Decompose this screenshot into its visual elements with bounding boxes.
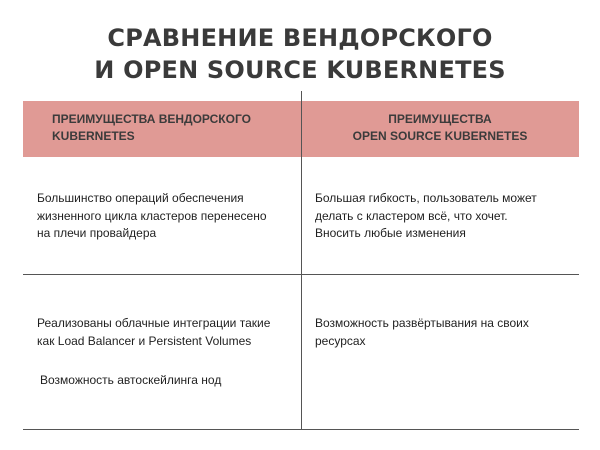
cell-text-line: делать с кластером всё, что хочет. — [315, 208, 508, 223]
page-title-line-2: И OPEN SOURCE KUBERNETES — [94, 56, 506, 84]
page-title-line-1: СРАВНЕНИЕ ВЕНДОРСКОГО — [107, 24, 493, 52]
row-2-vendor-cell — [37, 315, 297, 350]
header-vendor-line-1: ПРЕИМУЩЕСТВА ВЕНДОРСКОГО — [52, 112, 251, 126]
row-2-open-source-cell — [315, 315, 575, 350]
row-1-vendor-cell — [37, 190, 292, 243]
header-vendor-advantages — [52, 111, 292, 145]
table-bottom-rule — [23, 429, 579, 430]
cell-text-line: на плечи провайдера — [37, 226, 157, 240]
cell-text-line: Реализованы облачные интеграции такие — [37, 316, 271, 330]
header-vendor-line-2: KUBERNETES — [52, 129, 135, 143]
header-open-source-advantages — [302, 111, 578, 145]
row-2-vendor-extra-cell — [40, 372, 290, 390]
page-title — [0, 22, 600, 86]
header-open-source-line-1: ПРЕИМУЩЕСТВА — [388, 112, 492, 126]
cell-text-line: Большая гибкость, пользователь может — [315, 191, 537, 205]
cell-text-line: Вносить любые изменения — [315, 226, 466, 240]
cell-text-line: ресурсах — [315, 333, 366, 348]
row-1-open-source-cell — [315, 190, 575, 243]
cell-text-line: жизненного цикла кластеров перенесено — [37, 208, 267, 223]
cell-text-line: Возможность развёртывания на своих — [315, 316, 529, 330]
cell-text-line: Большинство операций обеспечения — [37, 191, 244, 205]
cell-text-line: Возможность автоскейлинга нод — [40, 373, 222, 387]
cell-text-line: как Load Balancer и Persistent Volumes — [37, 333, 252, 348]
header-open-source-line-2: OPEN SOURCE KUBERNETES — [352, 129, 528, 143]
column-divider — [301, 91, 302, 430]
row-divider — [23, 274, 579, 275]
